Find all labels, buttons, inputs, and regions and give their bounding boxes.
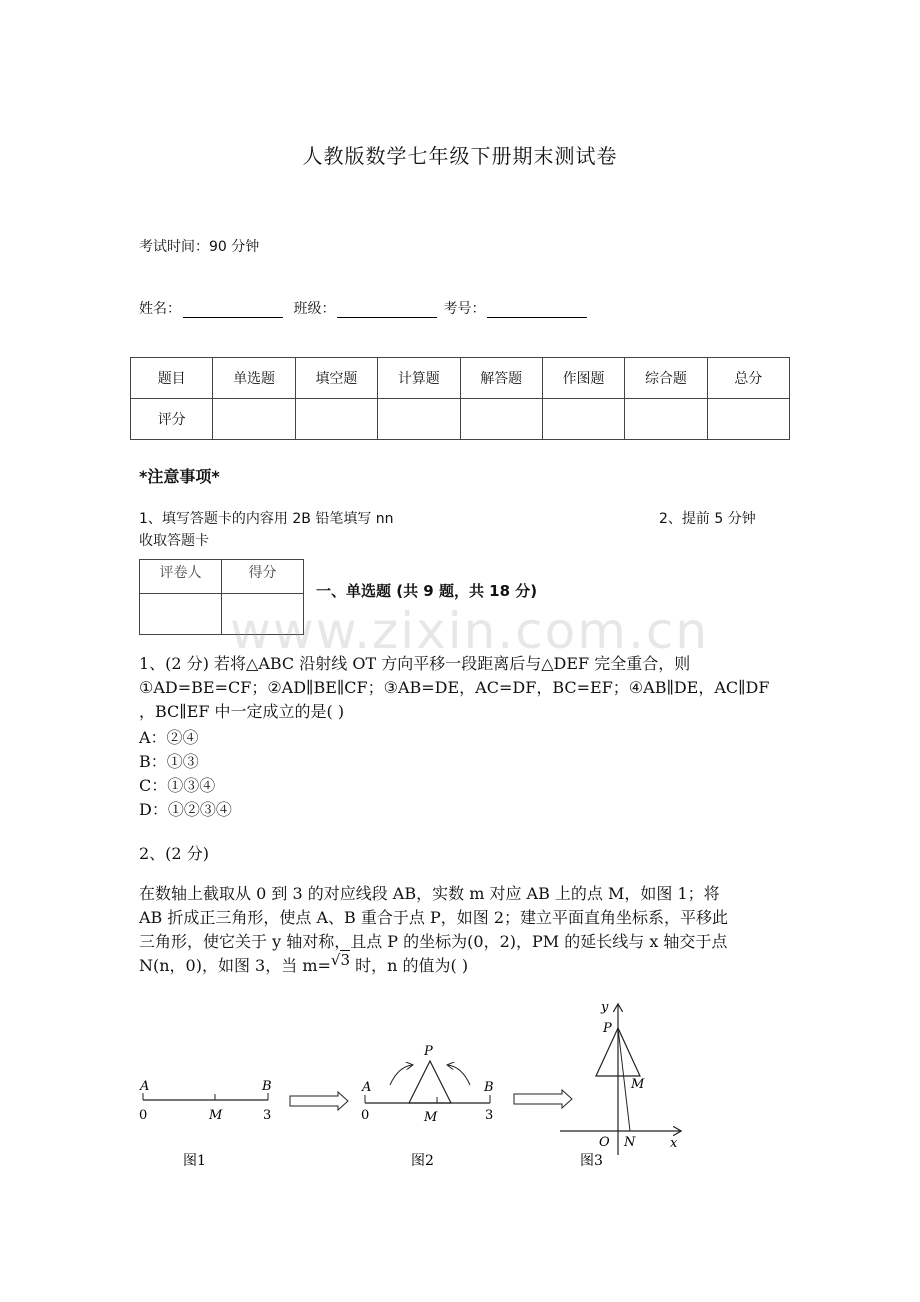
fold-arrow-left-icon [390,1065,412,1085]
fig3-line-pn [618,1028,630,1131]
figure-1 [139,1079,272,1169]
fig3-label-m: M [631,1077,645,1092]
question-1 [139,652,789,724]
grader-cell[interactable] [140,594,222,635]
fig1-label-a: A [140,1079,150,1094]
question-1-line: 1、(2 分) 若将△ABC 沿射线 OT 方向平移一段距离后与△DEF 完全重合，则 [139,654,691,673]
question-1-line: ①AD=BE=CF；②AD∥BE∥CF；③AB=DE，AC=DF，BC=EF；④AB∥DE，AC∥DF [139,678,770,697]
fig2-label-three: 3 [485,1108,494,1123]
score-cell[interactable] [213,399,295,440]
section-heading: 一、单选题 (共 9 题，共 18 分) [316,582,538,600]
score-cell[interactable] [625,399,707,440]
student-info [139,298,593,318]
score-header: 综合题 [625,358,707,399]
class-label: 班级： [293,301,336,317]
fig1-label-b: B [262,1079,272,1094]
score-header: 解答题 [460,358,542,399]
score-header: 题目 [131,358,213,399]
score-cell[interactable] [378,399,460,440]
fig3-label-y: y [601,1000,609,1015]
fig1-label-m: M [209,1108,223,1123]
score-header: 总分 [707,358,789,399]
figure-2 [361,1044,494,1169]
score-table-header-row [131,358,790,399]
double-arrow-icon [514,1090,572,1108]
score-cell[interactable] [295,399,377,440]
option-a[interactable]: A：②④ [139,728,199,747]
score-header: 作图题 [542,358,624,399]
score-cell[interactable] [707,399,789,440]
score-cell[interactable] [460,399,542,440]
score-table-row [131,399,790,440]
question-2-line: 三角形，使它关于 y 轴对称，且点 P 的坐标为(0，2)，PM 的延长线与 x 轴交于点 [139,932,728,951]
score-header: 计算题 [378,358,460,399]
fig2-label-b: B [484,1080,494,1095]
fig2-label-p: P [424,1044,433,1059]
fig2-label-zero: 0 [361,1108,370,1123]
question-2-head: 2、(2 分) [139,844,209,863]
question-2-line: AB 折成正三角形，使点 A、B 重合于点 P，如图 2；建立平面直角坐标系，平移此 [139,908,729,927]
score-row-label: 评分 [131,399,213,440]
fig2-caption: 图2 [411,1153,434,1169]
fig2-label-a: A [362,1080,372,1095]
name-field[interactable] [183,303,283,318]
number-field[interactable] [487,303,587,318]
score-table [130,357,790,440]
figure-3 [560,1000,680,1169]
score-header: 单选题 [213,358,295,399]
note-item-1: 1、填写答题卡的内容用 2B 铅笔填写 nn [139,511,394,527]
fig1-label-three: 3 [263,1108,272,1123]
score-cell[interactable] [542,399,624,440]
exam-time: 考试时间：90 分钟 [139,239,260,255]
fig1-caption: 图1 [183,1153,206,1169]
fig1-label-zero: 0 [139,1108,148,1123]
note-item-2: 2、提前 5 分钟 [659,511,756,527]
fig3-label-p: P [603,1021,612,1036]
sqrt-symbol: √3 [330,951,351,969]
question-2-line: N(n，0)，如图 3，当 m=√3 时，n 的值为( ) [139,951,469,975]
figures [0,995,920,1175]
fig3-label-n: N [624,1135,636,1150]
option-c[interactable]: C：①③④ [139,776,216,795]
page-title: 人教版数学七年级下册期末测试卷 [302,144,618,168]
option-b[interactable]: B：①③ [139,752,199,771]
fig3-label-x: x [670,1136,678,1151]
fig2-label-m: M [424,1110,438,1125]
option-d[interactable]: D：①②③④ [139,800,232,819]
score-header: 填空题 [295,358,377,399]
note-item-2-continued: 收取答题卡 [139,533,209,549]
watermark: www.zixin.com.cn [230,602,710,660]
question-2-line: 在数轴上截取从 0 到 3 的对应线段 AB，实数 m 对应 AB 上的点 M，如图 1；将 [139,884,720,903]
class-field[interactable] [337,303,437,318]
question-2 [139,882,789,978]
number-label: 考号： [443,301,486,317]
fig3-label-o: O [599,1135,610,1150]
fig3-caption: 图3 [580,1153,603,1169]
question-1-line: ，BC∥EF 中一定成立的是( ) [139,702,345,721]
notes-heading: *注意事项* [139,467,220,486]
double-arrow-icon [290,1092,348,1110]
fold-arrow-right-icon [448,1065,470,1085]
grader-label: 评卷人 [140,560,222,594]
name-label: 姓名： [139,301,181,317]
score-label: 得分 [222,560,304,594]
fig2-triangle [409,1061,451,1103]
